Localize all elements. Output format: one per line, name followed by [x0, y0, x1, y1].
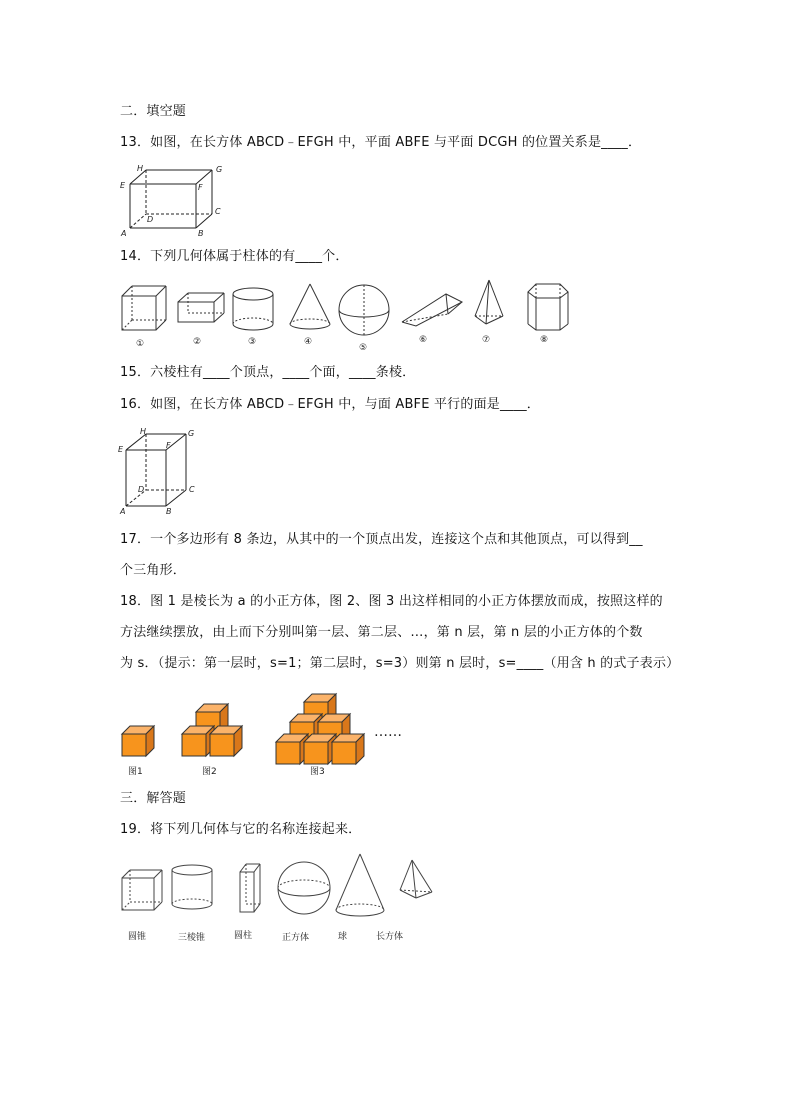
label-h: H — [140, 427, 147, 436]
caption-fig3: 图3 — [310, 767, 325, 777]
question-16-text: 16．如图，在长方体 ABCD﹣EFGH 中，与面 ABFE 平行的面是____． — [120, 397, 540, 412]
cube-fig2-bottom-right — [210, 726, 242, 756]
cube-fig3-row3-a — [276, 734, 308, 764]
question-15-text: 15．六棱柱有____个顶点，____个面，____条棱． — [120, 365, 416, 380]
q14-solids-figure — [116, 280, 576, 354]
name-triangular-pyramid: 三棱锥 — [178, 933, 206, 943]
name-cube: 正方体 — [282, 933, 310, 943]
label-f: F — [166, 441, 171, 450]
label-h: H — [137, 164, 144, 173]
section-heading-fill-blank: 二．填空题 — [120, 104, 187, 119]
label-d: D — [138, 485, 145, 494]
question-18-line-2: 方法继续摆放，由上而下分别叫第一层、第二层、…，第 n 层，第 n 层的小正方体的个数 — [120, 625, 643, 640]
label-g: G — [216, 165, 223, 174]
label-b: B — [198, 229, 204, 238]
label-c: C — [189, 485, 195, 494]
label-e: E — [118, 445, 124, 454]
label-f: F — [198, 183, 203, 192]
cube-fig1 — [122, 726, 154, 756]
cube-fig3-row3-b — [304, 734, 336, 764]
caption-4: ④ — [304, 337, 313, 347]
question-18-line-3: 为 s．（提示：第一层时，s=1；第二层时，s=3）则第 n 层时，s=____（用含 h 的式子表示） — [120, 656, 680, 671]
q18-cube-stack-figure — [118, 694, 438, 780]
caption-3: ③ — [248, 337, 257, 347]
name-sphere: 球 — [338, 932, 348, 942]
section-heading-answer: 三．解答题 — [120, 791, 187, 806]
label-e: E — [120, 181, 126, 190]
label-c: C — [215, 207, 221, 216]
cube-fig3-row3-c — [332, 734, 364, 764]
question-17-line-1: 17．一个多边形有 8 条边，从其中的一个顶点出发，连接这个点和其他顶点，可以得到__ — [120, 532, 643, 547]
question-19-text: 19．将下列几何体与它的名称连接起来． — [120, 822, 362, 837]
q13-cuboid-figure — [118, 162, 228, 238]
label-b: B — [166, 507, 172, 516]
caption-7: ⑦ — [482, 335, 491, 345]
q19-solids-figure — [116, 852, 442, 948]
caption-fig1: 图1 — [128, 767, 143, 777]
cube-fig2-bottom-left — [182, 726, 214, 756]
ellipsis: …… — [374, 724, 402, 740]
caption-6: ⑥ — [419, 335, 428, 345]
question-17-line-2: 个三角形． — [120, 563, 187, 578]
label-a: A — [121, 229, 127, 238]
caption-5: ⑤ — [359, 343, 368, 353]
caption-fig2: 图2 — [202, 767, 217, 777]
label-g: G — [188, 429, 195, 438]
caption-8: ⑧ — [540, 335, 549, 345]
label-d: D — [147, 215, 154, 224]
name-cuboid: 长方体 — [376, 932, 404, 942]
q16-cuboid-figure — [118, 426, 204, 516]
question-18-line-1: 18．图 1 是棱长为 a 的小正方体，图 2、图 3 出这样相同的小正方体摆放而成，按照这样的 — [120, 594, 663, 609]
label-a: A — [120, 507, 126, 516]
name-cone: 圆锥 — [128, 932, 147, 942]
name-cylinder: 圆柱 — [234, 931, 253, 941]
caption-1: ① — [136, 339, 145, 349]
caption-2: ② — [193, 337, 202, 347]
question-14-text: 14．下列几何体属于柱体的有____个． — [120, 249, 349, 264]
question-13-text: 13．如图，在长方体 ABCD﹣EFGH 中，平面 ABFE 与平面 DCGH 的位置关系是____． — [120, 135, 642, 150]
